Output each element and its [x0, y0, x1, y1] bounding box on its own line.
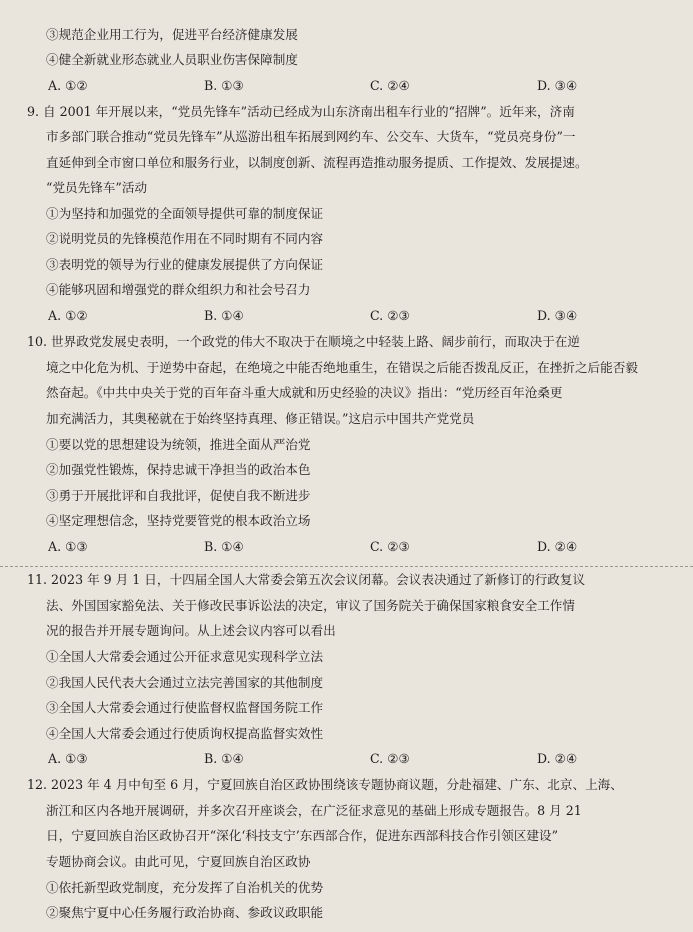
q9-option-c: C. ②③ [370, 308, 410, 323]
q10-option-a: A. ①③ [48, 539, 88, 554]
q11-item-1: ①全国人大常委会通过公开征求意见实现科学立法 [46, 649, 324, 664]
q11-item-4: ④全国人大常委会通过行使质询权提高监督实效性 [46, 726, 324, 741]
q11-option-b: B. ①④ [204, 751, 244, 766]
q10-item-2: ②加强党性锻炼，保持忠诚干净担当的政治本色 [46, 462, 311, 477]
q12-stem-line-4: 专题协商会议。由此可见，宁夏回族自治区政协 [46, 854, 311, 869]
q11-item-2: ②我国人民代表大会通过立法完善国家的其他制度 [46, 675, 324, 690]
q9-item-2: ②说明党员的先锋模范作用在不同时期有不同内容 [46, 231, 324, 246]
q9-stem-line-1: 9. 自 2001 年开展以来，“党员先锋车”活动已经成为山东济南出租车行业的“招牌”。近年来，济南 [27, 104, 575, 119]
q10-stem-line-3: 然奋起。《中共中央关于党的百年奋斗重大成就和历史经验的决议》指出：“党历经百年沧桑更 [46, 385, 563, 400]
q9-option-a: A. ①② [48, 308, 88, 323]
q10-stem-line-2: 境之中化危为机、于逆势中奋起，在绝境之中能否绝地重生，在错误之后能否拨乱反正，在挫折之后能否毅 [46, 360, 638, 375]
q10-item-4: ④坚定理想信念，坚持党要管党的根本政治立场 [46, 513, 311, 528]
q9-item-4: ④能够巩固和增强党的群众组织力和社会号召力 [46, 282, 311, 297]
q9-stem-line-3: 直延伸到全市窗口单位和服务行业，以制度创新、流程再造推动服务提质、工作提效、发展提速。 [46, 155, 588, 170]
q9-item-1: ①为坚持和加强党的全面领导提供可靠的制度保证 [46, 206, 324, 221]
q10-option-d: D. ②④ [537, 539, 578, 554]
q8-item-3: ③规范企业用工行为，促进平台经济健康发展 [46, 27, 298, 42]
q8-option-a: A. ①② [48, 78, 88, 93]
q8-option-b: B. ①③ [204, 78, 244, 93]
q12-item-1: ①依托新型政党制度，充分发挥了自治机关的优势 [46, 880, 324, 895]
q11-stem-line-1: 11. 2023 年 9 月 1 日，十四届全国人大常委会第五次会议闭幕。会议表决通过了新修订的行政复议 [27, 572, 586, 587]
section-divider [0, 566, 693, 567]
q11-option-d: D. ②④ [537, 751, 578, 766]
q10-option-c: C. ②③ [370, 539, 410, 554]
q9-option-d: D. ③④ [537, 308, 578, 323]
q11-stem-line-2: 法、外国国家豁免法、关于修改民事诉讼法的决定，审议了国务院关于确保国家粮食安全工作情 [46, 598, 575, 613]
q9-stem-line-2: 市多部门联合推动“党员先锋车”从巡游出租车拓展到网约车、公交车、大货车，“党员亮身份”一 [46, 129, 576, 144]
q8-option-d: D. ③④ [537, 78, 578, 93]
q10-stem-line-4: 加充满活力，其奥秘就在于始终坚持真理、修正错误。”这启示中国共产党党员 [46, 411, 475, 426]
q11-option-a: A. ①③ [48, 751, 88, 766]
q9-stem-line-4: “党员先锋车”活动 [46, 180, 148, 195]
q12-stem-line-3: 日，宁夏回族自治区政协召开“深化‘科技支宁’东西部合作，促进东西部科技合作引领区建设” [46, 828, 559, 843]
q9-item-3: ③表明党的领导为行业的健康发展提供了方向保证 [46, 257, 324, 272]
q10-item-1: ①要以党的思想建设为统领，推进全面从严治党 [46, 437, 311, 452]
q10-stem-line-1: 10. 世界政党发展史表明，一个政党的伟大不取决于在顺境之中轻装上路、阔步前行，而取决于在逆 [27, 334, 580, 349]
q11-option-c: C. ②③ [370, 751, 410, 766]
q11-stem-line-3: 况的报告并开展专题询问。从上述会议内容可以看出 [46, 623, 336, 638]
q11-item-3: ③全国人大常委会通过行使监督权监督国务院工作 [46, 700, 324, 715]
q10-option-b: B. ①④ [204, 539, 244, 554]
q12-stem-line-1: 12. 2023 年 4 月中旬至 6 月，宁夏回族自治区政协围绕该专题协商议题，分赴福建、广东、北京、上海、 [27, 777, 623, 792]
q8-item-4: ④健全新就业形态就业人员职业伤害保障制度 [46, 52, 298, 67]
q12-stem-line-2: 浙江和区内各地开展调研，并多次召开座谈会，在广泛征求意见的基础上形成专题报告。8 月 21 [46, 803, 582, 818]
q8-option-c: C. ②④ [370, 78, 410, 93]
q10-item-3: ③勇于开展批评和自我批评，促使自我不断进步 [46, 488, 311, 503]
q9-option-b: B. ①④ [204, 308, 244, 323]
q12-item-2: ②聚焦宁夏中心任务履行政治协商、参政议政职能 [46, 905, 324, 920]
